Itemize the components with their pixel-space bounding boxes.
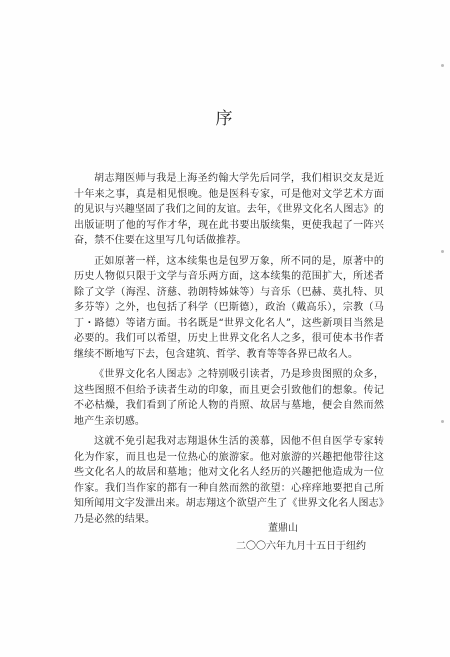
page-edge-mark (441, 420, 444, 423)
page-edge-mark (441, 64, 444, 67)
page-edge-mark (441, 250, 444, 253)
paragraph: 正如原著一样，这本续集也是包罗万象，所不同的是，原著中的历史人物似只限于文学与音乐两方面，这本续集的范围扩大，所述者除了文学（海涅、济慈、勃朗特姊妹等）与音乐（巴赫、莫扎特、贝多芬等）之外，也包括了科学（巴斯德），政治（戴高乐），宗教（马丁・路德）等诸方面。书名既是“世界文化名人”，这些新项目当然是必要的。我们可以希望，历史上世界文化名人之多，很可使本书作者继续不断地写下去，包含建筑、哲学、教育等等各界已故名人。 (74, 255, 384, 360)
preface-body (74, 171, 384, 532)
date-line: 二〇〇六年九月十五日于纽约 (236, 541, 366, 552)
author-signature: 董鼎山 (268, 523, 298, 534)
paragraph: 这就不免引起我对志翔退休生活的羡慕，因他不但自医学专家转化为作家，而且也是一位热心的旅游家。他对旅游的兴趣把他带往这些文化名人的故居和墓地；他对文化名人经历的兴趣把他造成为一位作家。我们当作家的都有一种自然而然的欲望：心痒痒地要把自己所知所闻用文字发泄出来。胡志翔这个欲望产生了《世界文化名人图志》乃是必然的结果。 (74, 436, 384, 525)
paragraph: 胡志翔医师与我是上海圣约翰大学先后同学，我们相识交友是近十年来之事，真是相见恨晚。他是医科专家，可是他对文学艺术方面的见识与兴趣坚固了我们之间的友谊。去年，《世界文化名人图志》的出版证明了他的写作才华，现在此书要出版续集，更使我起了一阵兴奋，禁不住要在这里写几句话做推荐。 (74, 173, 384, 246)
paragraph: 《世界文化名人图志》之特别吸引读者，乃是珍贵图照的众多，这些图照不但给予读者生动的印象，而且更会引致他们的想象。传记不必枯燥，我们看到了所论人物的肖照、故居与墓地，便会自然而然地产生亲切感。 (74, 369, 384, 427)
page-title: 序 (215, 109, 235, 129)
